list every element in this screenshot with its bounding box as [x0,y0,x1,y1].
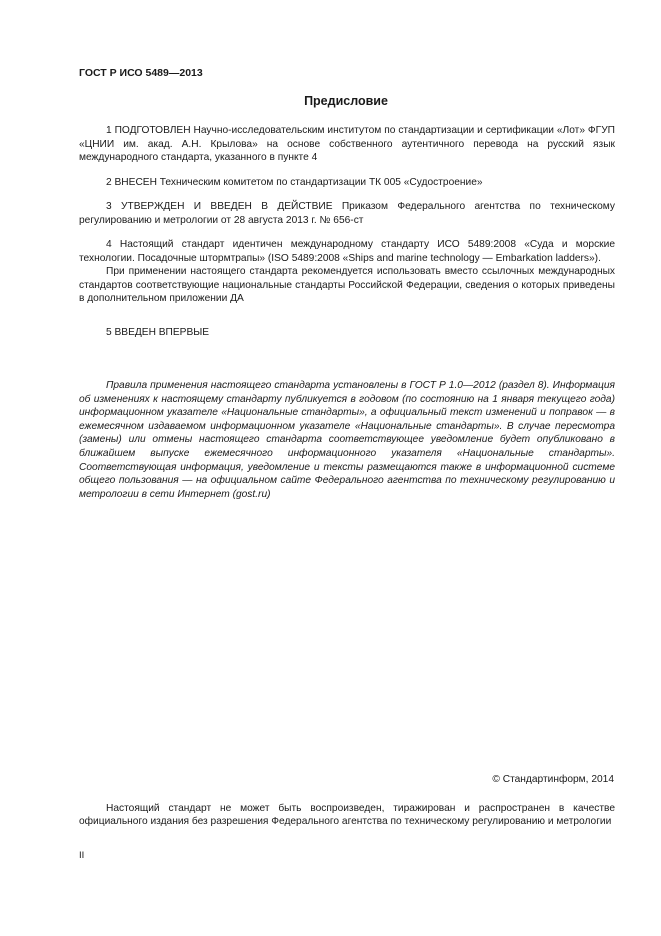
reproduction-notice-block [79,802,615,828]
item-5-text: 5 ВВЕДЕН ВПЕРВЫЕ [106,327,210,338]
section-title: Предисловие [304,94,388,108]
item-2-text: 2 ВНЕСЕН Техническим комитетом по стандартизации ТК 005 «Судостроение» [106,177,483,188]
item-2-block [79,176,615,190]
item-3-text: 3 УТВЕРЖДЕН И ВВЕДЕН В ДЕЙСТВИЕ Приказом Федерального агентства по техническому регулированию и метрологии от 28 августа 2013 г. № 656-ст [79,201,615,226]
document-id: ГОСТ Р ИСО 5489—2013 [79,67,203,79]
item-1-block [79,124,615,165]
item-4-text: 4 Настоящий стандарт идентичен международному стандарту ИСО 5489:2008 «Суда и морские технологии. Посадочные штормтрапы» (ISO 5489:2008 «Ships and marine technology — Embarkation ladders»). [79,239,615,264]
rules-notice-block [79,379,615,501]
item-1-text: 1 ПОДГОТОВЛЕН Научно-исследовательским институтом по стандартизации и сертификации «Лот» ФГУП «ЦНИИ им. акад. А.Н. Крылова» на основе собственного аутентичного перевода на русский язык международного стандарта, указанного в пункте 4 [79,125,615,164]
page-number: II [79,850,85,861]
item-5-block [79,326,615,340]
rules-notice-text: Правила применения настоящего стандарта установлены в ГОСТ Р 1.0—2012 (раздел 8). Информация об изменениях к настоящему стандарту публикуется в годовом (по состоянию на 1 января текущего года) информационном указателе «Национальные стандарты», а официальный текст изменений и поправок — в ежемесячном издаваемом информационном указателе «Национальные стандарты». В случае пересмотра (замены) или отмены настоящего стандарта соответствующее уведомление будет опубликовано в ближайшем выпуске ежемесячного информационного указателя «Национальные стандарты». Соответствующая информация, уведомление и тексты размещаются также в информационной системе общего пользования — на официальном сайте Федерального агентства по техническому регулированию и метрологии в сети Интернет (gost.ru) [79,380,615,500]
item-4-note: При применении настоящего стандарта рекомендуется использовать вместо ссылочных международных стандартов соответствующие национальные стандарты Российской Федерации, сведения о которых приведены в дополнительном приложении ДА [79,266,615,305]
item-4-block [79,238,615,306]
item-3-block [79,200,615,227]
copyright: © Стандартинформ, 2014 [492,774,614,785]
reproduction-notice-text: Настоящий стандарт не может быть воспроизведен, тиражирован и распространен в качестве официального издания без разрешения Федерального агентства по техническому регулированию и метрологии [79,803,615,828]
